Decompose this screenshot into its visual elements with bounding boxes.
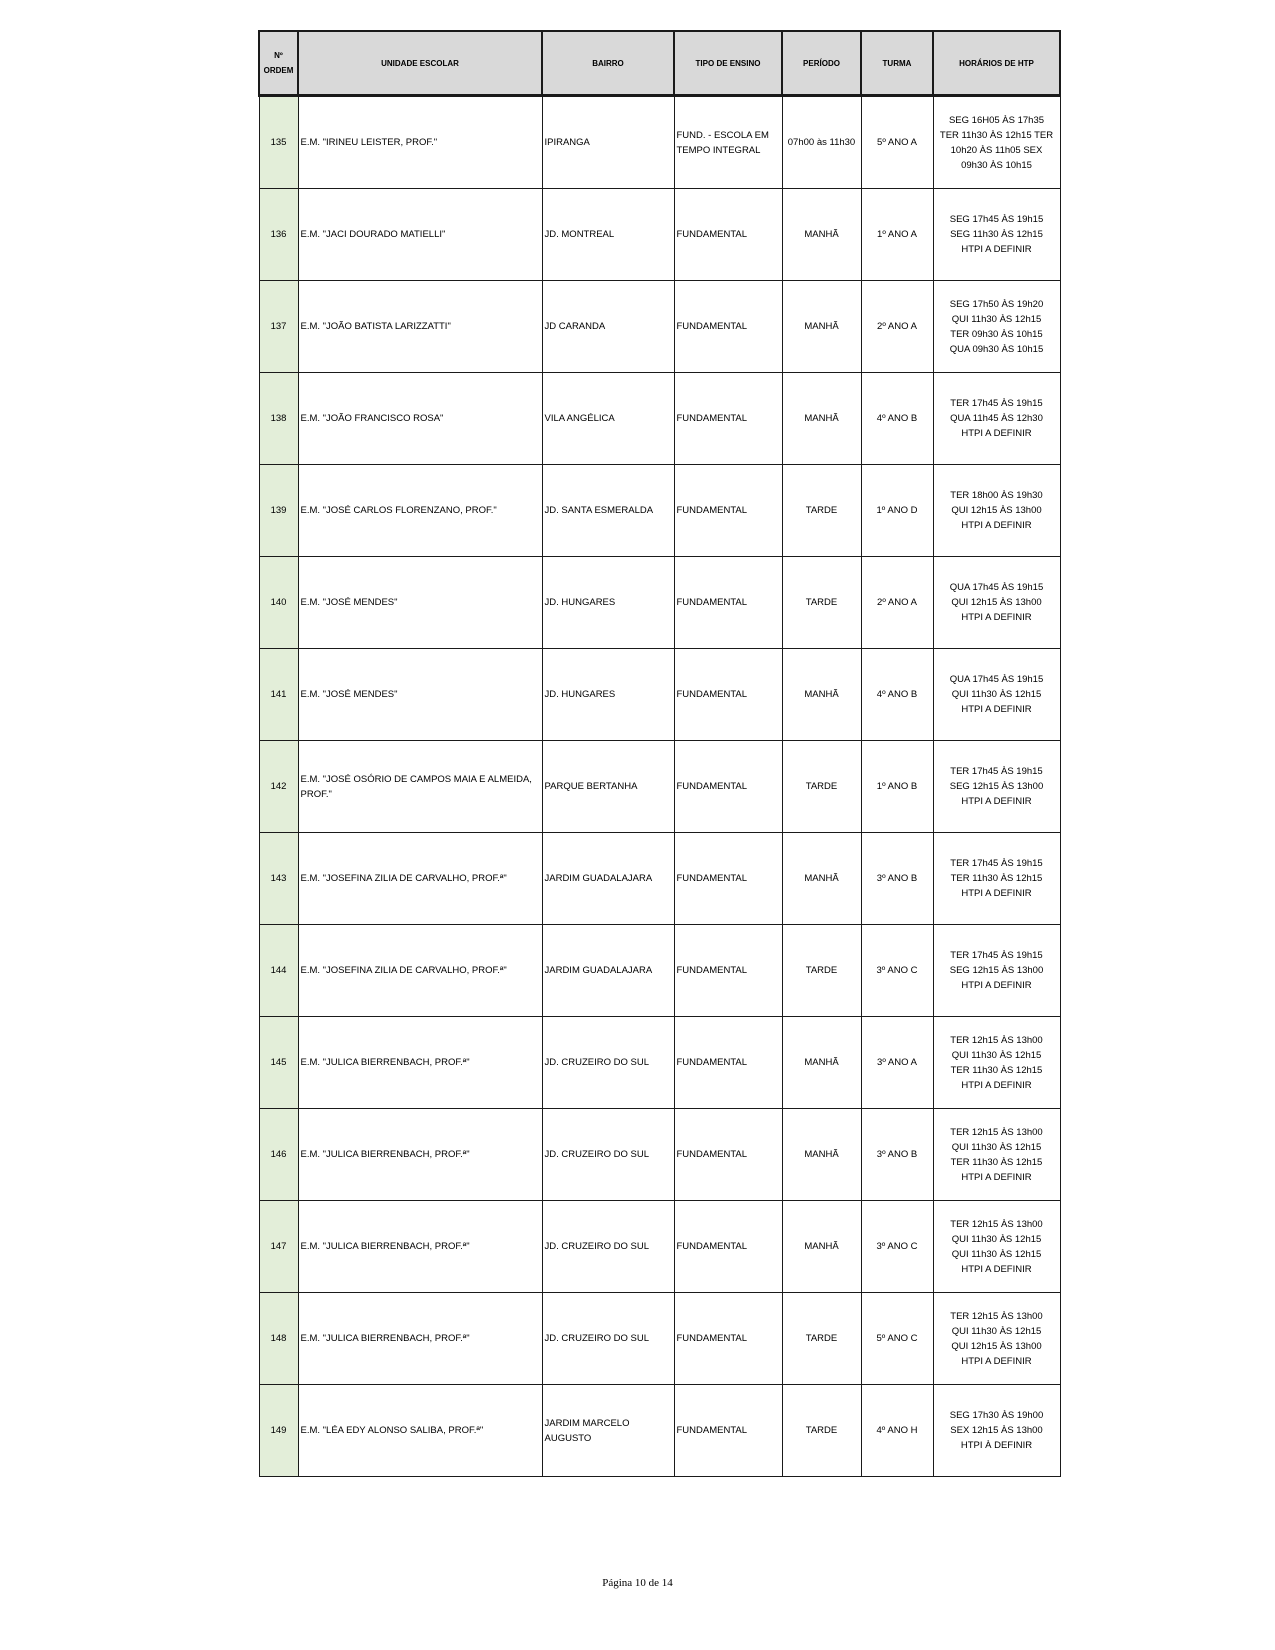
table-row xyxy=(259,925,1060,1017)
cell-tipo: FUNDAMENTAL xyxy=(674,833,782,925)
table-row xyxy=(259,1293,1060,1385)
cell-htp xyxy=(933,465,1060,557)
cell-turma: 1º ANO A xyxy=(861,189,933,281)
htp-line: QUI 11h30 ÀS 12h15 xyxy=(951,1049,1042,1061)
cell-periodo: MANHÃ xyxy=(782,1109,861,1201)
cell-bairro: JARDIM MARCELO AUGUSTO xyxy=(542,1385,674,1477)
cell-bairro: IPIRANGA xyxy=(542,96,674,189)
table-row xyxy=(259,649,1060,741)
cell-num: 140 xyxy=(259,557,298,649)
htp-line: TER 11h30 ÀS 12h15 xyxy=(950,1064,1043,1076)
htp-line: HTPI A DEFINIR xyxy=(961,1079,1032,1091)
cell-turma: 2º ANO A xyxy=(861,281,933,373)
table-row xyxy=(259,281,1060,373)
cell-periodo: TARDE xyxy=(782,741,861,833)
cell-num: 143 xyxy=(259,833,298,925)
header-num: Nº ORDEM xyxy=(259,31,298,96)
htp-line: HTPI A DEFINIR xyxy=(961,1263,1032,1275)
cell-htp xyxy=(933,925,1060,1017)
cell-turma: 3º ANO B xyxy=(861,833,933,925)
cell-school: E.M. "IRINEU LEISTER, PROF." xyxy=(298,96,542,189)
htp-line: TER 12h15 ÀS 13h00 xyxy=(950,1218,1043,1230)
cell-bairro: PARQUE BERTANHA xyxy=(542,741,674,833)
cell-bairro: JD. CRUZEIRO DO SUL xyxy=(542,1293,674,1385)
table-row xyxy=(259,741,1060,833)
htp-line: TER 12h15 ÀS 13h00 xyxy=(950,1126,1043,1138)
cell-periodo: TARDE xyxy=(782,925,861,1017)
cell-htp xyxy=(933,833,1060,925)
cell-school: E.M. "JOÃO FRANCISCO ROSA" xyxy=(298,373,542,465)
cell-periodo: MANHÃ xyxy=(782,281,861,373)
htp-line: HTPI A DEFINIR xyxy=(961,244,1032,255)
cell-periodo: TARDE xyxy=(782,465,861,557)
cell-num: 146 xyxy=(259,1109,298,1201)
cell-periodo: MANHÃ xyxy=(782,649,861,741)
cell-bairro: JARDIM GUADALAJARA xyxy=(542,925,674,1017)
cell-school: E.M. "JULICA BIERRENBACH, PROF.ª" xyxy=(298,1109,542,1201)
htp-line: SEG 17h45 ÀS 19h15 xyxy=(949,214,1044,225)
table-row xyxy=(259,465,1060,557)
cell-htp xyxy=(933,649,1060,741)
htp-line: HTPI A DEFINIR xyxy=(961,704,1032,715)
cell-periodo: MANHÃ xyxy=(782,1017,861,1109)
cell-tipo: FUNDAMENTAL xyxy=(674,741,782,833)
htp-line: TER 09h30 ÀS 10h15 xyxy=(950,328,1043,340)
table-row xyxy=(259,1017,1060,1109)
cell-turma: 3º ANO C xyxy=(861,925,933,1017)
cell-school: E.M. "JULICA BIERRENBACH, PROF.ª" xyxy=(298,1017,542,1109)
cell-turma: 4º ANO B xyxy=(861,373,933,465)
htp-line: HTPI A DEFINIR xyxy=(961,980,1032,991)
cell-bairro: VILA ANGÉLICA xyxy=(542,373,674,465)
htp-line: TER 11h30 ÀS 12h15 TER xyxy=(939,129,1054,141)
htp-line: QUI 11h30 ÀS 12h15 xyxy=(951,1141,1042,1153)
cell-school: E.M. "JOSÉ MENDES" xyxy=(298,649,542,741)
cell-tipo: FUND. - ESCOLA EM TEMPO INTEGRAL xyxy=(674,96,782,189)
cell-htp xyxy=(933,1109,1060,1201)
htp-line: TER 17h45 ÀS 19h15 xyxy=(950,766,1043,777)
cell-htp xyxy=(933,281,1060,373)
cell-num: 138 xyxy=(259,373,298,465)
page-footer: Página 10 de 14 xyxy=(602,1577,673,1589)
cell-periodo: MANHÃ xyxy=(782,373,861,465)
htp-line: SEG 11h30 ÀS 12h15 xyxy=(950,229,1043,240)
htp-line: TER 17h45 ÀS 19h15 xyxy=(950,398,1043,409)
htp-line: TER 11h30 ÀS 12h15 xyxy=(950,873,1043,884)
cell-htp xyxy=(933,1201,1060,1293)
cell-school: E.M. "JOSÉ OSÓRIO DE CAMPOS MAIA E ALMEIDA, PROF." xyxy=(298,741,542,833)
cell-bairro: JD. MONTREAL xyxy=(542,189,674,281)
htp-line: SEX 12h15 ÀS 13h00 xyxy=(950,1425,1043,1436)
cell-tipo: FUNDAMENTAL xyxy=(674,1293,782,1385)
htp-line: 09h30 ÀS 10h15 xyxy=(961,159,1032,171)
htp-line: HTPI À DEFINIR xyxy=(960,1440,1033,1451)
cell-bairro: JD. CRUZEIRO DO SUL xyxy=(542,1017,674,1109)
htp-line: TER 17h45 ÀS 19h15 xyxy=(950,858,1043,869)
cell-htp xyxy=(933,1017,1060,1109)
cell-bairro: JD. CRUZEIRO DO SUL xyxy=(542,1201,674,1293)
table-row xyxy=(259,96,1060,189)
htp-line: SEG 17h50 ÀS 19h20 xyxy=(949,298,1044,310)
htp-line: QUA 17h45 ÀS 19h15 xyxy=(949,674,1044,685)
cell-tipo: FUNDAMENTAL xyxy=(674,557,782,649)
htp-line: QUA 17h45 ÀS 19h15 xyxy=(949,582,1044,593)
cell-num: 141 xyxy=(259,649,298,741)
htp-line: QUI 12h15 ÀS 13h00 xyxy=(951,505,1042,516)
table-row xyxy=(259,1201,1060,1293)
header-turma: TURMA xyxy=(861,31,933,96)
cell-school: E.M. "JOÃO BATISTA LARIZZATTI" xyxy=(298,281,542,373)
cell-school: E.M. "JULICA BIERRENBACH, PROF.ª" xyxy=(298,1201,542,1293)
htp-line: TER 12h15 ÀS 13h00 xyxy=(950,1034,1043,1046)
cell-tipo: FUNDAMENTAL xyxy=(674,373,782,465)
cell-htp xyxy=(933,96,1060,189)
cell-tipo: FUNDAMENTAL xyxy=(674,1017,782,1109)
htp-line: QUI 12h15 ÀS 13h00 xyxy=(951,1340,1042,1352)
cell-bairro: JARDIM GUADALAJARA xyxy=(542,833,674,925)
cell-htp xyxy=(933,741,1060,833)
cell-tipo: FUNDAMENTAL xyxy=(674,281,782,373)
cell-htp xyxy=(933,557,1060,649)
cell-num: 137 xyxy=(259,281,298,373)
cell-num: 135 xyxy=(259,96,298,189)
htp-line: HTPI A DEFINIR xyxy=(961,520,1032,531)
cell-tipo: FUNDAMENTAL xyxy=(674,189,782,281)
cell-school: E.M. "JOSEFINA ZILIA DE CARVALHO, PROF.ª" xyxy=(298,833,542,925)
cell-turma: 1º ANO B xyxy=(861,741,933,833)
htp-line: QUA 09h30 ÀS 10h15 xyxy=(949,343,1044,355)
cell-tipo: FUNDAMENTAL xyxy=(674,649,782,741)
cell-school: E.M. "LÉA EDY ALONSO SALIBA, PROF.ª" xyxy=(298,1385,542,1477)
header-tipo: TIPO DE ENSINO xyxy=(674,31,782,96)
table-row xyxy=(259,1385,1060,1477)
cell-num: 136 xyxy=(259,189,298,281)
cell-tipo: FUNDAMENTAL xyxy=(674,925,782,1017)
htp-line: QUA 11h45 ÀS 12h30 xyxy=(950,413,1043,424)
htp-line: HTPI A DEFINIR xyxy=(961,428,1032,439)
htp-line: TER 11h30 ÀS 12h15 xyxy=(950,1156,1043,1168)
cell-turma: 3º ANO B xyxy=(861,1109,933,1201)
cell-bairro: JD. HUNGARES xyxy=(542,557,674,649)
header-htp: HORÁRIOS DE HTP xyxy=(933,31,1060,96)
cell-num: 149 xyxy=(259,1385,298,1477)
header-periodo: PERÍODO xyxy=(782,31,861,96)
header-school: UNIDADE ESCOLAR xyxy=(298,31,542,96)
cell-bairro: JD CARANDA xyxy=(542,281,674,373)
cell-periodo: MANHÃ xyxy=(782,1201,861,1293)
htp-line: SEG 12h15 ÀS 13h00 xyxy=(949,965,1044,976)
table-row xyxy=(259,373,1060,465)
htp-line: 10h20 ÀS 11h05 SEX xyxy=(950,144,1043,156)
cell-num: 144 xyxy=(259,925,298,1017)
header-bairro: BAIRRO xyxy=(542,31,674,96)
cell-turma: 4º ANO B xyxy=(861,649,933,741)
cell-tipo: FUNDAMENTAL xyxy=(674,1201,782,1293)
cell-turma: 5º ANO A xyxy=(861,96,933,189)
cell-htp xyxy=(933,1293,1060,1385)
cell-tipo: FUNDAMENTAL xyxy=(674,465,782,557)
cell-school: E.M. "JOSÉ MENDES" xyxy=(298,557,542,649)
htp-line: SEG 17h30 ÀS 19h00 xyxy=(949,1410,1044,1421)
htp-line: HTPI A DEFINIR xyxy=(961,612,1032,623)
htp-line: TER 12h15 ÀS 13h00 xyxy=(950,1310,1043,1322)
cell-periodo: 07h00 às 11h30 xyxy=(782,96,861,189)
htp-line: HTPI A DEFINIR xyxy=(961,796,1032,807)
cell-periodo: MANHÃ xyxy=(782,189,861,281)
cell-periodo: MANHÃ xyxy=(782,833,861,925)
htp-line: HTPI A DEFINIR xyxy=(961,1171,1032,1183)
htp-line: HTPI A DEFINIR xyxy=(961,888,1032,899)
htp-line: QUI 11h30 ÀS 12h15 xyxy=(951,1325,1042,1337)
htp-line: TER 17h45 ÀS 19h15 xyxy=(950,950,1043,961)
htp-line: TER 18h00 ÀS 19h30 xyxy=(950,490,1043,501)
htp-line: QUI 11h30 ÀS 12h15 xyxy=(951,1248,1042,1260)
cell-num: 139 xyxy=(259,465,298,557)
cell-htp xyxy=(933,373,1060,465)
htp-line: SEG 12h15 ÀS 13h00 xyxy=(949,781,1044,792)
cell-num: 142 xyxy=(259,741,298,833)
table-row xyxy=(259,189,1060,281)
cell-turma: 1º ANO D xyxy=(861,465,933,557)
table-row xyxy=(259,1109,1060,1201)
cell-school: E.M. "JULICA BIERRENBACH, PROF.ª" xyxy=(298,1293,542,1385)
cell-bairro: JD. CRUZEIRO DO SUL xyxy=(542,1109,674,1201)
table-body xyxy=(259,96,1060,1477)
cell-turma: 3º ANO C xyxy=(861,1201,933,1293)
cell-num: 148 xyxy=(259,1293,298,1385)
cell-htp xyxy=(933,1385,1060,1477)
cell-htp xyxy=(933,189,1060,281)
cell-school: E.M. "JOSÉ CARLOS FLORENZANO, PROF." xyxy=(298,465,542,557)
cell-num: 147 xyxy=(259,1201,298,1293)
cell-turma: 5º ANO C xyxy=(861,1293,933,1385)
cell-school: E.M. "JACI DOURADO MATIELLI" xyxy=(298,189,542,281)
cell-tipo: FUNDAMENTAL xyxy=(674,1385,782,1477)
htp-schedule-table xyxy=(258,30,1061,1477)
cell-bairro: JD. HUNGARES xyxy=(542,649,674,741)
cell-turma: 2º ANO A xyxy=(861,557,933,649)
cell-periodo: TARDE xyxy=(782,1293,861,1385)
cell-tipo: FUNDAMENTAL xyxy=(674,1109,782,1201)
htp-line: HTPI A DEFINIR xyxy=(961,1355,1032,1367)
cell-periodo: TARDE xyxy=(782,1385,861,1477)
htp-line: SEG 16H05 ÀS 17h35 xyxy=(948,114,1045,126)
cell-num: 145 xyxy=(259,1017,298,1109)
table-header-row xyxy=(259,31,1060,96)
table-row xyxy=(259,557,1060,649)
table-row xyxy=(259,833,1060,925)
htp-line: QUI 11h30 ÀS 12h15 xyxy=(951,1233,1042,1245)
cell-turma: 3º ANO A xyxy=(861,1017,933,1109)
cell-school: E.M. "JOSEFINA ZILIA DE CARVALHO, PROF.ª" xyxy=(298,925,542,1017)
cell-periodo: TARDE xyxy=(782,557,861,649)
htp-line: QUI 11h30 ÀS 12h15 xyxy=(951,313,1042,325)
cell-turma: 4º ANO H xyxy=(861,1385,933,1477)
cell-bairro: JD. SANTA ESMERALDA xyxy=(542,465,674,557)
htp-line: QUI 11h30 ÀS 12h15 xyxy=(951,689,1042,700)
htp-line: QUI 12h15 ÀS 13h00 xyxy=(951,597,1042,608)
